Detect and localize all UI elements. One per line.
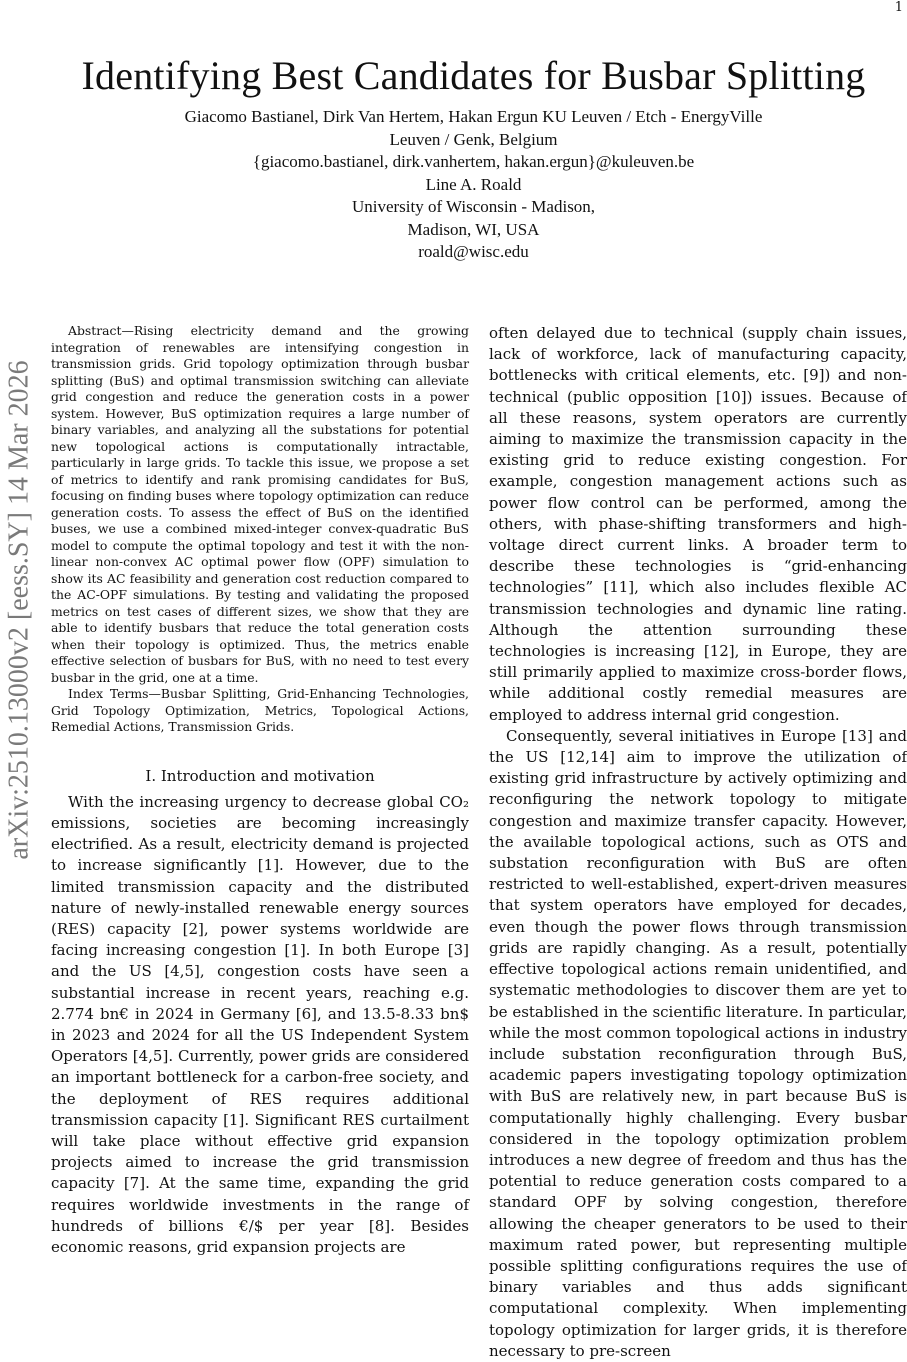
author-line: Line A. Roald <box>425 174 522 194</box>
author-line: Giacomo Bastianel, Dirk Van Hertem, Hakan Ergun KU Leuven / Etch - EnergyVille <box>184 107 763 126</box>
author-line: roald@wisc.edu <box>418 242 529 261</box>
author-line: University of Wisconsin - Madison, <box>351 197 596 216</box>
author-line: {giacomo.bastianel, dirk.vanhertem, hakan.ergun}@kuleuven.be <box>252 152 695 171</box>
body-paragraph: often delayed due to technical (supply chain issues, lack of workforce, lack of manufacturing capacity, bottlenecks with critical elements, etc. [9]) and non-technical (public opposition [10]) issues. Because of all these reasons, system operators are currently aiming to maximize the transmission capacity in the existing grid to reduce existing congestion. For example, congestion management actions such as power flow control can be performed, among the others, with phase-shifting transformers and high-voltage direct current links. A broader term to describe these technologies is “grid-enhancing technologies” [11], which also includes flexible AC transmission technologies and dynamic line rating. Although the attention surrounding these technologies is increasing [12], in Europe, they are still primarily applied to maximize cross-border flows, while additional costly remedial measures are employed to address internal grid congestion. <box>489 324 907 724</box>
body-paragraph: With the increasing urgency to decrease global CO₂ emissions, societies are becoming increasingly electrified. As a result, electricity demand is projected to increase significantly [1]. However, due to the limited transmission capacity and the distributed nature of newly-installed renewable energy sources (RES) capacity [2], power systems worldwide are facing increasing congestion [1]. In both Europe [3] and the US [4,5], congestion costs have seen a substantial increase in recent years, reaching e.g. 2.774 bn€ in 2024 in Germany [6], and 13.5-8.33 bn$ in 2023 and 2024 for all the US Independent System Operators [4,5]. Currently, power grids are considered an important bottleneck for a carbon-free society, and the deployment of RES requires additional transmission capacity [1]. Significant RES curtailment will take place without effective grid expansion projects aimed to increase the grid transmission capacity [7]. At the same time, expanding the grid requires worldwide investments in the range of hundreds of billions €/$ per year [8]. Besides economic reasons, grid expansion projects are <box>51 792 469 1256</box>
author-line: Leuven / Genk, Belgium <box>389 129 558 149</box>
body-paragraph: Consequently, several initiatives in Europe [13] and the US [12,14] aim to improve the utilization of existing grid infrastructure by actively optimizing and reconfiguring the network topology to mitigate congestion and maximize transfer capacity. However, the available topological actions, such as OTS and substation reconfiguration with BuS are often restricted to well-established, expert-driven measures that system operators have employed for decades, even though the power flows through transmission grids are rapidly changing. As a result, potentially effective topological actions remain unidentified, and systematic methodologies to discover them are yet to be established in the scientific literature. In particular, while the most common topological actions in industry include substation reconfiguration through BuS, academic papers investigating topology optimization with BuS are relatively new, in part because BuS is computationally highly challenging. Every busbar considered in the topology optimization problem introduces a new degree of freedom and thus has the potential to reduce generation costs compared to a standard OPF by solving congestion, therefore allowing the cheaper generators to be used to their maximum rated power, but representing multiple possible splitting configurations requires the use of binary variables and thus adds significant computational complexity. When implementing topology optimization for larger grids, it is therefore necessary to pre-screen <box>489 726 907 1360</box>
arxiv-identifier-stamp <box>0 300 40 920</box>
abstract: Abstract—Rising electricity demand and the growing integration of renewables are intensifying congestion in transmission grids. Grid topology optimization through busbar splitting (BuS) and optimal transmission switching can alleviate grid congestion and reduce the generation costs in a power system. However, BuS optimization requires a large number of binary variables, and analyzing all the substations for potential new topological actions is computationally intractable, particularly in large grids. To tackle this issue, we propose a set of metrics to identify and rank promising candidates for BuS, focusing on finding buses where topology optimization can reduce generation costs. To assess the effect of BuS on the identified buses, we use a combined mixed-integer convex-quadratic BuS model to compute the optimal topology and test it with the non-linear non-convex AC optimal power flow (OPF) simulation to show its AC feasibility and generation cost reduction compared to the AC-OPF simulations. By testing and validating the proposed metrics on test cases of different sizes, we show that they are able to identify busbars that reduce the total generation costs when their topology is optimized. Thus, the metrics enable effective selection of busbars for BuS, with no need to test every busbar in the grid, one at a time. <box>51 323 469 685</box>
page-number: 1 <box>894 0 903 15</box>
right-column <box>489 323 907 1362</box>
author-block <box>40 106 907 264</box>
arxiv-identifier-text: arXiv:2510.13000v2 [eess.SY] 14 Mar 2026 <box>4 360 35 860</box>
left-column <box>51 323 469 1258</box>
paper-title: Identifying Best Candidates for Busbar Splitting <box>81 53 866 98</box>
index-terms: Index Terms—Busbar Splitting, Grid-Enhancing Technologies, Grid Topology Optimization, Metrics, Topological Actions, Remedial Actions, Transmission Grids. <box>51 686 469 734</box>
section-heading: I. Introduction and motivation <box>145 766 375 785</box>
author-line: Madison, WI, USA <box>407 219 540 239</box>
